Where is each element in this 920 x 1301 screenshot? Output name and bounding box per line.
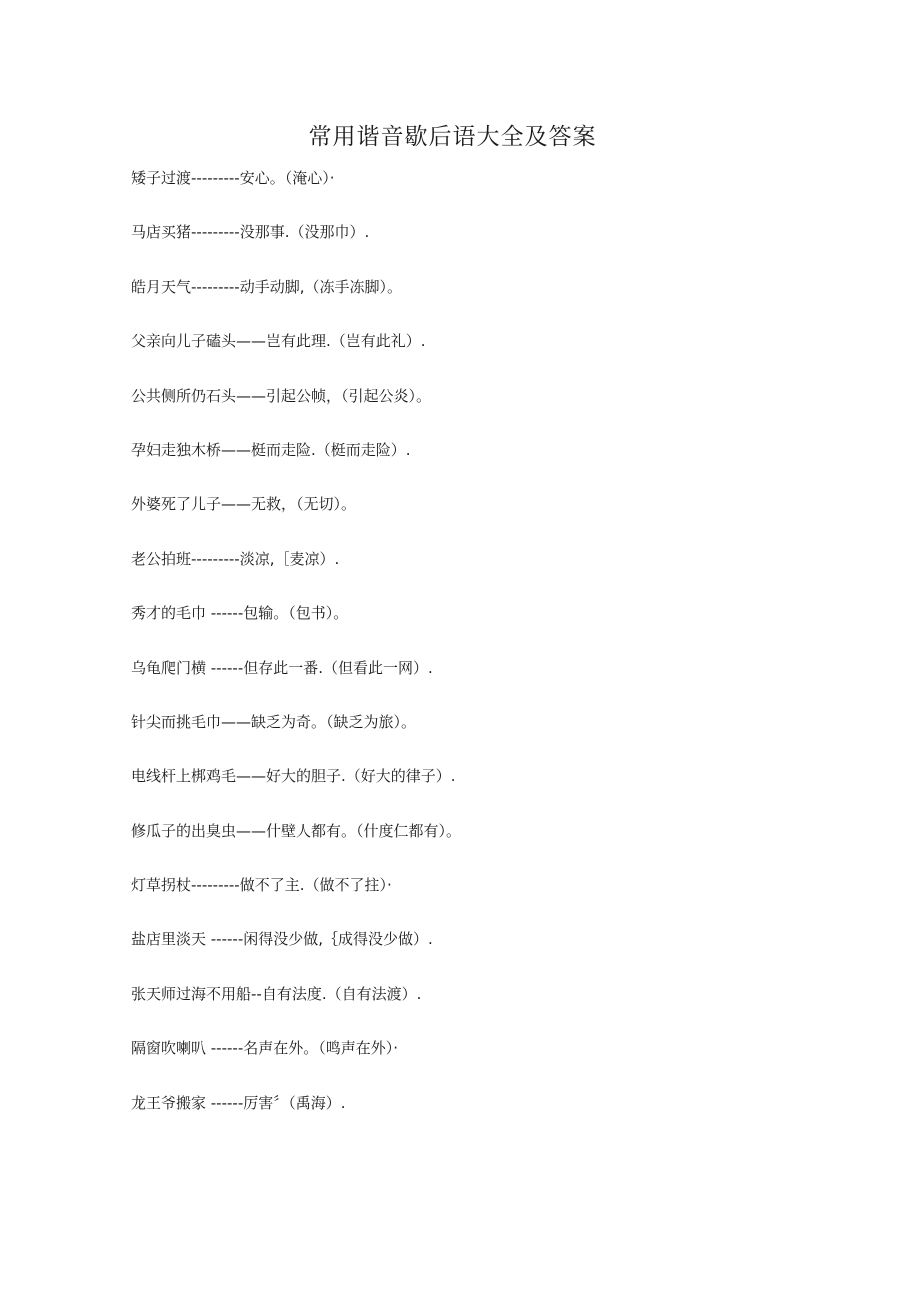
list-item: 公共侧所仍石头——引起公帧，（引起公炎）。: [131, 386, 432, 405]
list-item: 父亲向儿子磕头——岂有此理.（岂有此礼）.: [131, 332, 426, 351]
list-item: 修瓜子的出臭虫——什壁人都有。（什度仁都有）。: [131, 821, 462, 840]
list-item: 盐店里淡天 ------闲得没少做,｛成得没少做）.: [131, 930, 433, 949]
list-item: 隔窗吹喇叭 ------名声在外。（鸣声在外）·: [131, 1039, 399, 1058]
list-item: 皓月天气---------动手动脚,（冻手冻脚）。: [131, 277, 402, 296]
list-item: 老公拍班---------淡凉,［麦凉）.: [131, 549, 340, 568]
list-item: 龙王爷搬家 ------厉害〞（禹海）.: [131, 1093, 346, 1112]
list-item: 外婆死了儿子——无救，（无切）。: [131, 495, 357, 514]
list-item: 矮子过渡---------安心。（淹心）·: [131, 169, 335, 187]
list-item: 马店买猪---------没那事.（没那巾）.: [131, 223, 370, 242]
list-item: 电线杆上梆鸡毛——好大的胆子.（好大的律子）.: [131, 767, 456, 786]
list-item: 针尖而挑毛巾——缺乏为奇。（缺乏为旅）。: [131, 712, 417, 731]
document-title: 常用谐音歇后语大全及答案: [308, 124, 597, 150]
list-item: 秀才的毛巾 ------包输。（包书）。: [131, 604, 349, 623]
list-item: 张天师过海不用船--自有法度.（自有法渡）.: [131, 984, 422, 1003]
entry-list: [131, 167, 461, 1146]
list-item: 灯草拐杖---------做不了主.（做不了拄）·: [131, 876, 392, 895]
list-item: 孕妇走独木桥——梃而走险.（梃而走险）.: [131, 440, 411, 459]
list-item: 乌龟爬门横 ------但存此一番.（但看此一网）.: [131, 658, 433, 677]
